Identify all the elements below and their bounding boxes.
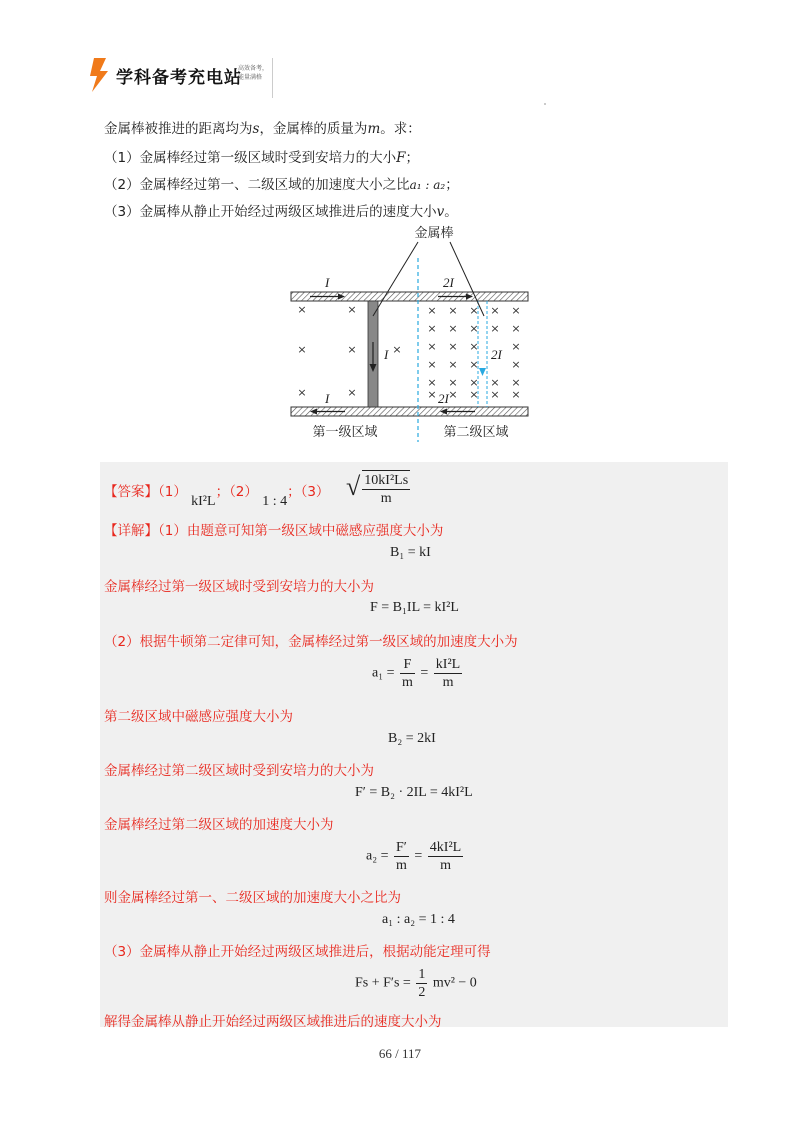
denominator: m xyxy=(440,858,451,873)
field-cross: × xyxy=(427,340,437,353)
var-F: F xyxy=(396,150,406,166)
label-current-rod: I xyxy=(384,347,389,362)
detail-line-8: （3）金属棒从静止开始经过两级区域推进后，根据动能定理可得 xyxy=(104,944,491,960)
question-1 xyxy=(104,146,419,166)
detail-line-3: （2）根据牛顿第二定律可知，金属棒经过第一级区域的加速度大小为 xyxy=(104,634,518,650)
field-cross: × xyxy=(427,358,437,371)
fraction xyxy=(400,656,415,691)
sqrt-fraction xyxy=(362,470,410,507)
detail-line-5: 金属棒经过第二级区域时受到安培力的大小为 xyxy=(104,763,374,779)
numerator: F′ xyxy=(394,839,409,857)
field-cross: × xyxy=(392,343,402,356)
text: ； xyxy=(405,150,419,166)
lightning-icon xyxy=(88,58,110,92)
field-cross: × xyxy=(511,358,521,371)
header-divider xyxy=(272,58,273,98)
fraction xyxy=(416,966,427,1001)
field-cross: × xyxy=(511,340,521,353)
rhs: mv² − 0 xyxy=(432,975,477,991)
text: ，金属棒的质量为 xyxy=(259,121,368,137)
numerator: 1 xyxy=(418,967,426,982)
equation-2: F = B₁IL = kI²L xyxy=(370,600,459,615)
question-3 xyxy=(104,200,458,220)
numerator: kI²L xyxy=(435,657,461,672)
corner-dot xyxy=(544,103,546,105)
field-cross: × xyxy=(469,388,479,401)
field-cross: × xyxy=(448,376,458,389)
question-intro xyxy=(104,117,421,137)
label-region-1: 第一级区域 xyxy=(312,425,378,440)
answer-2: 1 : 4 xyxy=(262,494,288,509)
var-v: v xyxy=(436,204,445,220)
equation-5: F′ = B₂ · 2IL = 4kI²L xyxy=(355,785,473,800)
label-region-2: 第二级区域 xyxy=(443,425,509,440)
field-cross: × xyxy=(448,388,458,401)
equation-7: a₁ : a₂ = 1 : 4 xyxy=(382,912,455,927)
field-cross: × xyxy=(511,388,521,401)
field-cross: × xyxy=(469,322,479,335)
label-current-bottom-left: I xyxy=(325,391,330,406)
answer-tag: 【答案】 xyxy=(104,484,158,500)
text: （3） xyxy=(300,484,330,500)
field-cross: × xyxy=(511,304,521,317)
slogan-line-1: 高效备考， xyxy=(238,65,269,72)
lhs: a₁ = xyxy=(372,665,395,681)
detail-line-1 xyxy=(104,519,443,539)
field-cross: × xyxy=(490,376,500,389)
lhs: a₂ = xyxy=(366,848,389,864)
detail-line-4: 第二级区域中磁感应强度大小为 xyxy=(104,709,293,725)
text: （2） xyxy=(229,484,258,500)
text: 。 xyxy=(444,204,458,220)
fraction xyxy=(434,656,462,691)
leader-line-1 xyxy=(373,242,418,316)
field-cross: × xyxy=(469,376,479,389)
denominator: m xyxy=(402,675,413,690)
field-cross: × xyxy=(448,322,458,335)
numerator: 10kI²Ls xyxy=(364,473,409,488)
text: （3）金属棒从静止开始经过两级区域推进后的速度大小 xyxy=(104,204,437,220)
slogan-line-2: 能量满格 xyxy=(238,74,263,81)
label-current-ghost-rod: 2I xyxy=(491,347,502,362)
field-cross: × xyxy=(427,304,437,317)
numerator: F xyxy=(400,656,415,674)
field-cross: × xyxy=(347,386,357,399)
field-cross: × xyxy=(511,322,521,335)
field-cross: × xyxy=(448,358,458,371)
fraction xyxy=(394,839,409,874)
equals: = xyxy=(420,665,429,681)
text: （1）由题意可知第一级区域中磁感应强度大小为 xyxy=(158,523,444,539)
var-s: s xyxy=(252,121,260,137)
denominator: m xyxy=(380,491,392,506)
field-cross: × xyxy=(490,304,500,317)
text: ； xyxy=(215,484,230,500)
field-cross: × xyxy=(469,304,479,317)
math-a1-a2: a₁ : a₂ xyxy=(409,178,446,192)
denominator: m xyxy=(396,858,407,873)
text: 金属棒被推进的距离均为 xyxy=(104,121,253,137)
text: （1） xyxy=(158,484,187,500)
text: （2）金属棒经过第一、二级区域的加速度大小之比 xyxy=(104,177,410,193)
field-cross: × xyxy=(347,343,357,356)
text: （1）金属棒经过第一级区域时受到安培力的大小 xyxy=(104,150,397,166)
field-cross: × xyxy=(347,303,357,316)
label-current-bottom-right: 2I xyxy=(438,391,449,406)
label-current-top-right: 2I xyxy=(443,275,454,290)
field-cross: × xyxy=(469,340,479,353)
label-current-top-left: I xyxy=(325,275,330,290)
label-rod: 金属棒 xyxy=(414,226,454,241)
fraction xyxy=(428,839,463,874)
field-cross: × xyxy=(490,388,500,401)
field-cross: × xyxy=(490,322,500,335)
brand-name: 学科备考充电站 xyxy=(116,68,242,88)
page-number: 66 / 117 xyxy=(378,1046,422,1061)
field-cross: × xyxy=(427,376,437,389)
equation-3 xyxy=(372,656,464,691)
equation-6 xyxy=(366,839,465,874)
ghost-arrow xyxy=(479,368,486,376)
text: ； xyxy=(445,177,459,193)
field-cross: × xyxy=(427,388,437,401)
field-cross: × xyxy=(427,322,437,335)
field-cross: × xyxy=(448,340,458,353)
detail-tag: 【详解】 xyxy=(104,523,158,539)
answer-3 xyxy=(346,470,412,507)
var-m: m xyxy=(367,121,381,137)
detail-line-2: 金属棒经过第一级区域时受到安培力的大小为 xyxy=(104,579,374,595)
field-cross: × xyxy=(297,303,307,316)
field-cross: × xyxy=(297,343,307,356)
denominator: 2 xyxy=(418,985,426,1000)
answer-1: kI²L xyxy=(191,494,216,509)
numerator: 4kI²L xyxy=(429,840,462,855)
detail-line-6: 金属棒经过第二级区域的加速度大小为 xyxy=(104,817,334,833)
detail-line-9: 解得金属棒从静止开始经过两级区域推进后的速度大小为 xyxy=(104,1014,442,1030)
equation-4: B₂ = 2kI xyxy=(388,731,436,746)
answer-line xyxy=(104,480,330,509)
text: 。求： xyxy=(380,121,421,137)
field-cross: × xyxy=(511,376,521,389)
text: ； xyxy=(287,484,301,500)
field-cross: × xyxy=(469,358,479,371)
question-2 xyxy=(104,173,459,193)
equals: = xyxy=(414,848,423,864)
brand-slogan xyxy=(238,64,272,82)
detail-line-7: 则金属棒经过第一、二级区域的加速度大小之比为 xyxy=(104,890,401,906)
equation-8 xyxy=(355,966,477,1001)
sqrt-sign: √ xyxy=(346,471,361,501)
header-logo xyxy=(88,56,278,100)
denominator: m xyxy=(442,675,454,690)
equation-1: B₁ = kI xyxy=(390,545,431,560)
rail-gun-diagram xyxy=(280,220,540,448)
field-cross: × xyxy=(448,304,458,317)
lhs: Fs + F′s = xyxy=(355,975,411,991)
field-cross: × xyxy=(297,386,307,399)
